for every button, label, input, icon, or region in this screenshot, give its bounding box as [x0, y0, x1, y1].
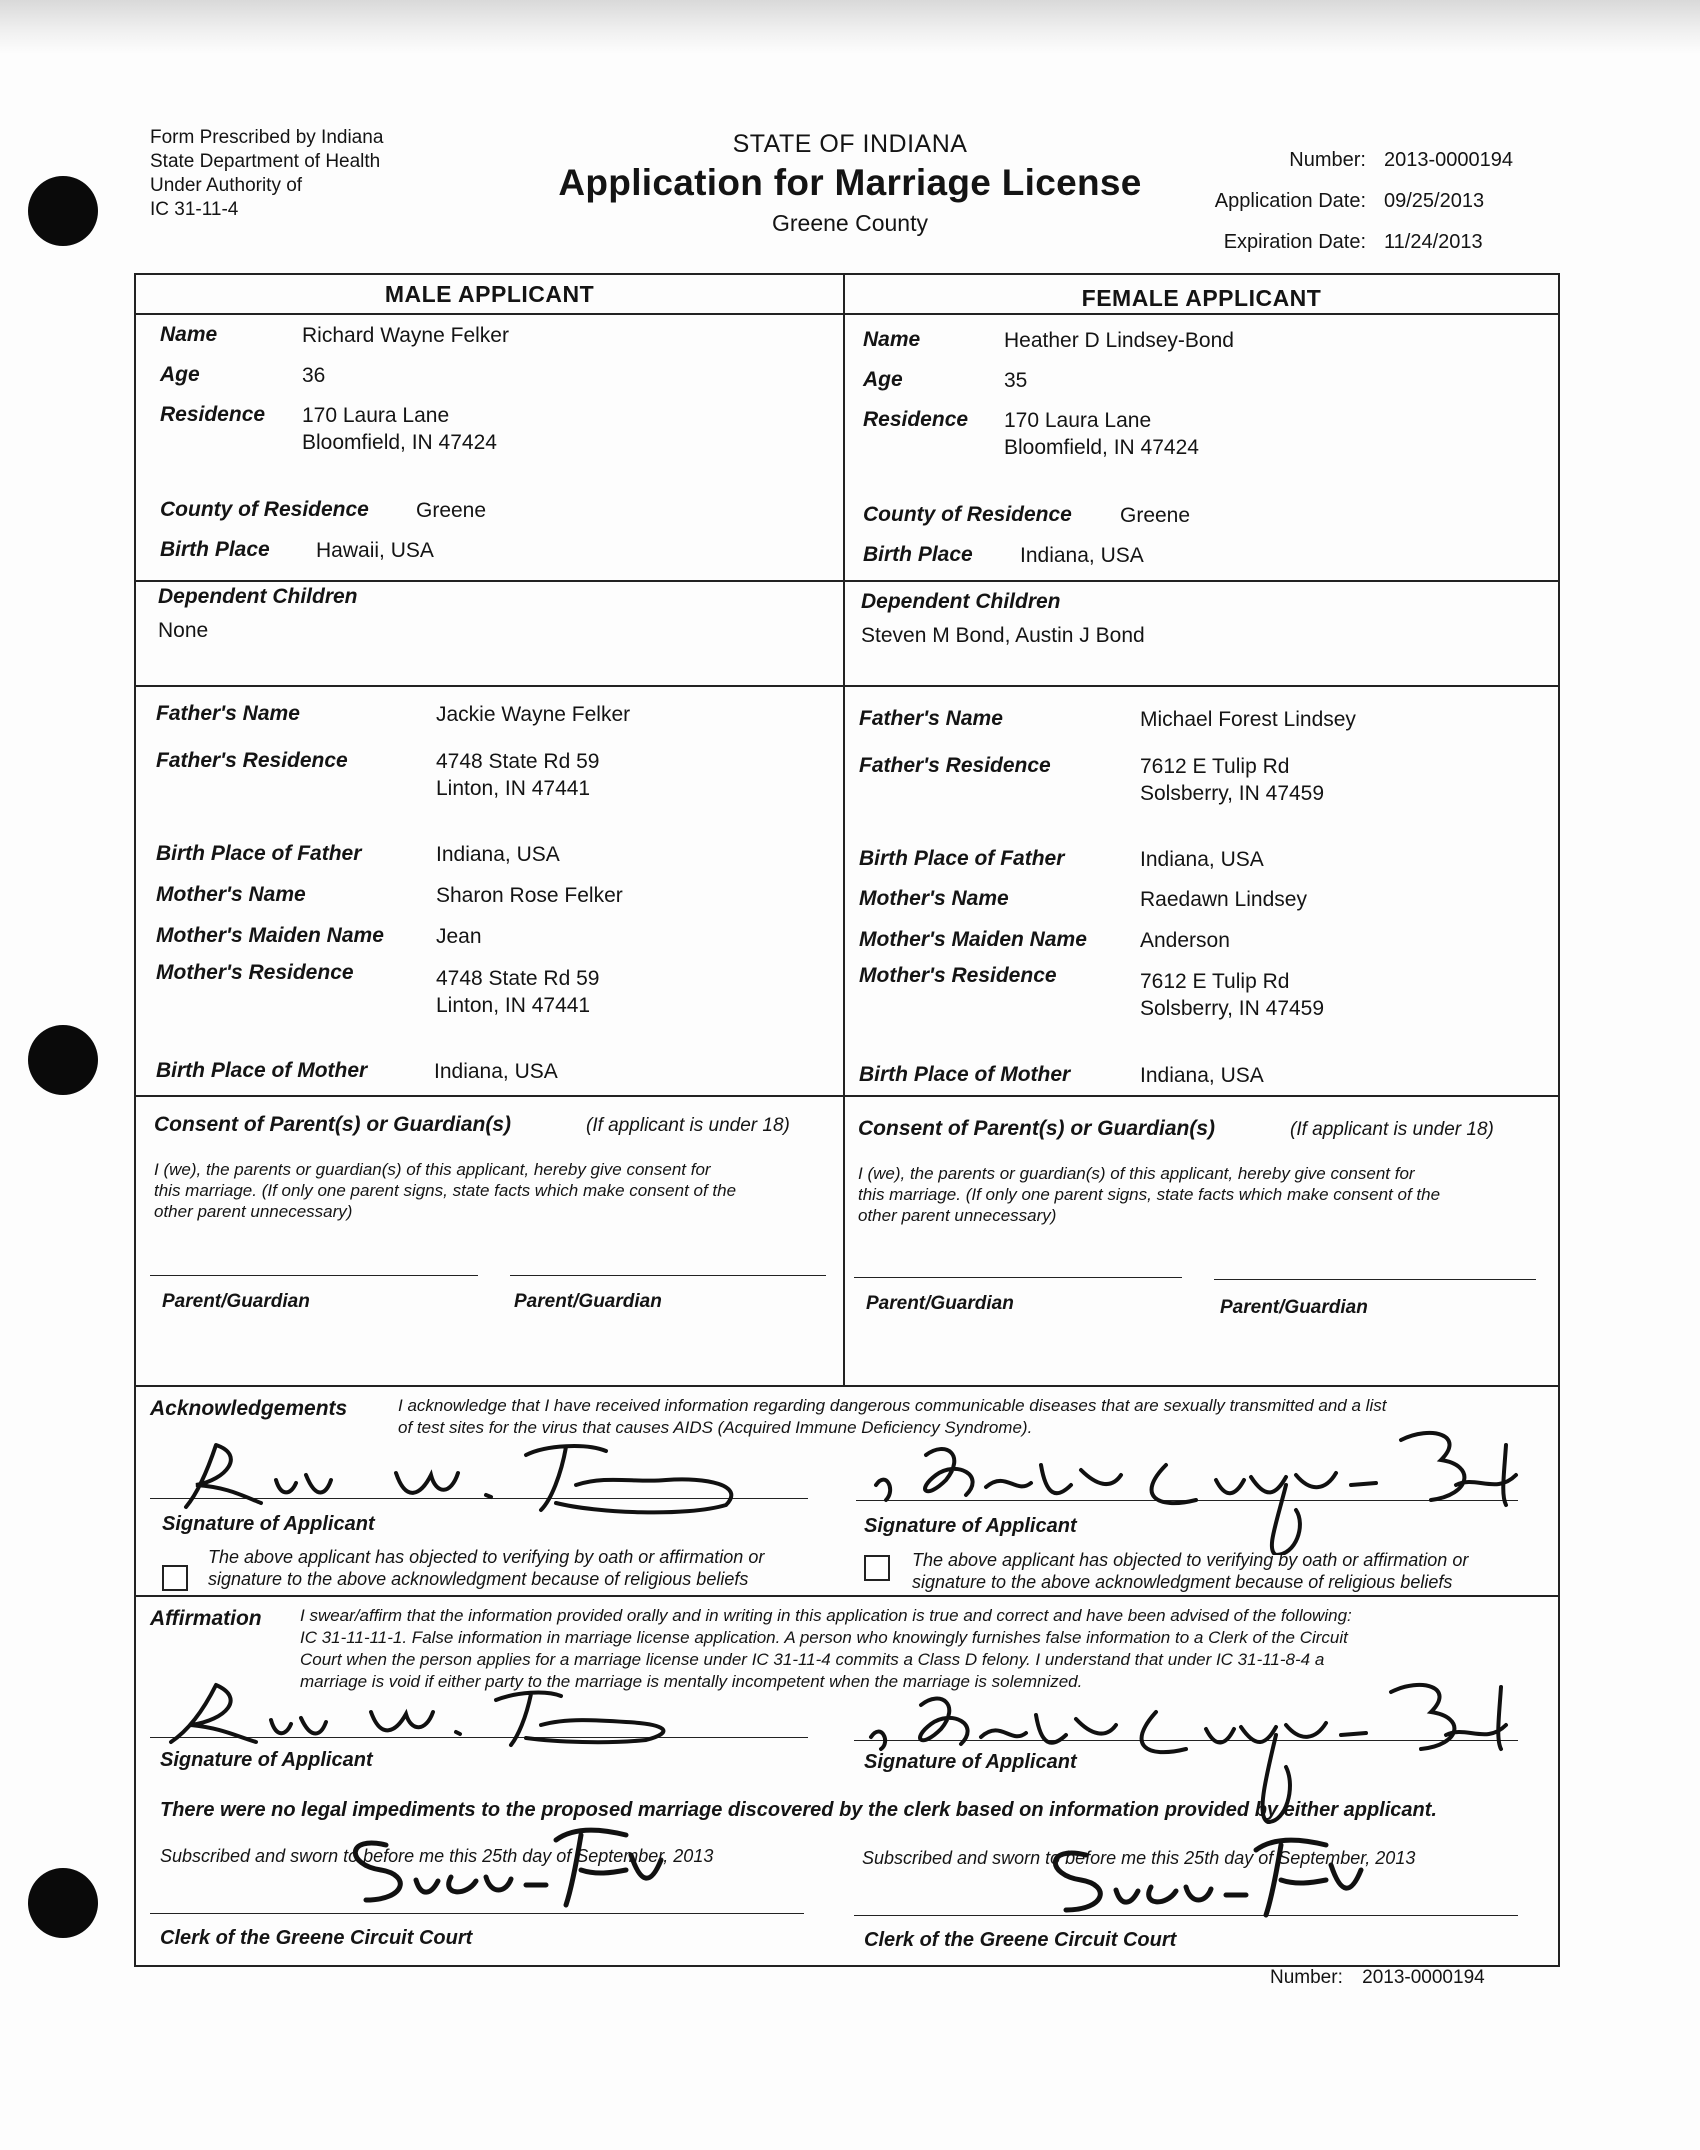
acknowledgements-text-line: I acknowledge that I have received information regarding dangerous communicable diseases that are sexually transmitted and a list	[398, 1396, 1387, 1415]
male-residence-line2: Bloomfield, IN 47424	[302, 431, 497, 454]
female-residence-line1: 170 Laura Lane	[1004, 409, 1152, 432]
consent-title: Consent of Parent(s) or Guardian(s)	[858, 1117, 1216, 1140]
objection-text-line: signature to the above acknowledgment because of religious beliefs	[912, 1572, 1453, 1592]
clerk-signature	[326, 1815, 666, 1915]
county-heading: Greene County	[772, 210, 928, 236]
name-label: Name	[863, 328, 921, 351]
female-applicant-heading: FEMALE APPLICANT	[1081, 285, 1322, 311]
footer-number-value: 2013-0000194	[1362, 1967, 1485, 1988]
objection-text-line: signature to the above acknowledgment because of religious beliefs	[208, 1569, 749, 1589]
affirmation-text-line: IC 31-11-11-1. False information in marriage license application. A person who knowingly furnishes false information to a Clerk of the Circuit	[300, 1628, 1348, 1647]
female-birth-place: Indiana, USA	[1020, 544, 1144, 567]
parent-guardian-signature-line	[150, 1275, 478, 1276]
signature-of-applicant-label: Signature of Applicant	[864, 1751, 1077, 1773]
male-birth-place-of-mother: Indiana, USA	[434, 1060, 558, 1083]
affirmation-text-line: Court when the person applies for a marriage license under IC 31-11-4 commits a Class D felony. I understand that under IC 31-11-8-4 a	[300, 1650, 1325, 1669]
section-divider	[136, 685, 1558, 687]
footer-number	[1270, 1967, 1485, 1989]
footer-number-label: Number:	[1270, 1967, 1343, 1988]
consent-title: Consent of Parent(s) or Guardian(s)	[154, 1113, 512, 1136]
prescribed-line: Under Authority of	[150, 175, 303, 196]
birth-place-of-mother-label: Birth Place of Mother	[156, 1059, 368, 1082]
consent-text-line: I (we), the parents or guardian(s) of this applicant, hereby give consent for	[858, 1164, 1415, 1183]
fathers-residence-label: Father's Residence	[859, 754, 1051, 777]
male-mothers-maiden-name: Jean	[436, 925, 482, 948]
prescribed-by-block	[150, 126, 383, 222]
parent-guardian-signature-line	[854, 1277, 1182, 1278]
male-applicant-signature	[166, 1425, 766, 1515]
female-name: Heather D Lindsey-Bond	[1004, 329, 1234, 352]
parent-guardian-label: Parent/Guardian	[866, 1293, 1014, 1314]
prescribed-line: State Department of Health	[150, 151, 381, 172]
consent-text-line: I (we), the parents or guardian(s) of this applicant, hereby give consent for	[154, 1160, 711, 1179]
consent-text-line: other parent unnecessary)	[154, 1202, 353, 1221]
mothers-name-label: Mother's Name	[156, 883, 306, 906]
male-county-of-residence: Greene	[416, 499, 487, 522]
mothers-residence-label: Mother's Residence	[859, 964, 1057, 987]
age-label: Age	[863, 368, 903, 391]
scan-edge-shading	[0, 0, 1700, 54]
female-mothers-name: Raedawn Lindsey	[1140, 888, 1307, 911]
affirmation-text-line: I swear/affirm that the information provided orally and in writing in this application is true and correct and have been advised of the following:	[300, 1606, 1352, 1625]
fathers-name-label: Father's Name	[156, 702, 300, 725]
clerk-label: Clerk of the Greene Circuit Court	[864, 1929, 1177, 1951]
application-form	[134, 273, 1560, 1967]
female-fathers-residence-line2: Solsberry, IN 47459	[1140, 782, 1325, 805]
male-age: 36	[302, 364, 326, 387]
application-date: 09/25/2013	[1384, 190, 1485, 212]
section-divider	[136, 1595, 1558, 1597]
male-applicant-heading: MALE APPLICANT	[384, 281, 595, 307]
punch-hole-icon	[28, 176, 98, 246]
male-mothers-name: Sharon Rose Felker	[436, 884, 623, 907]
female-mothers-residence-line2: Solsberry, IN 47459	[1140, 997, 1325, 1020]
female-sworn-statement: Subscribed and sworn to before me this 25th day of September, 2013	[862, 1848, 1416, 1868]
female-birth-place-of-father: Indiana, USA	[1140, 848, 1264, 871]
male-name: Richard Wayne Felker	[302, 324, 509, 347]
male-sworn-statement: Subscribed and sworn to before me this 25th day of September, 2013	[160, 1846, 714, 1866]
application-meta	[1150, 140, 1513, 263]
female-applicant-signature	[856, 1415, 1536, 1555]
religious-objection-checkbox[interactable]	[864, 1555, 890, 1581]
document-title: Application for Marriage License	[558, 162, 1142, 203]
residence-label: Residence	[160, 403, 266, 426]
parent-guardian-label: Parent/Guardian	[514, 1291, 662, 1312]
consent-text-line: other parent unnecessary)	[858, 1206, 1057, 1225]
parent-guardian-signature-line	[1214, 1279, 1536, 1280]
consent-note: (If applicant is under 18)	[1290, 1119, 1494, 1140]
male-mothers-residence-line2: Linton, IN 47441	[436, 994, 591, 1017]
punch-hole-icon	[28, 1025, 98, 1095]
affirmation-text-line: marriage is void if either party to the marriage is mentally incompetent when the marriage is solemnized.	[300, 1672, 1083, 1691]
no-impediments-statement: There were no legal impediments to the proposed marriage discovered by the clerk based on information provided by either applicant.	[160, 1799, 1437, 1821]
female-birth-place-of-mother: Indiana, USA	[1140, 1064, 1264, 1087]
county-of-residence-label: County of Residence	[863, 503, 1072, 526]
male-fathers-residence-line2: Linton, IN 47441	[436, 777, 591, 800]
parent-guardian-label: Parent/Guardian	[1220, 1297, 1368, 1318]
state-heading: STATE OF INDIANA	[732, 130, 968, 158]
section-divider	[136, 1385, 1558, 1387]
prescribed-line: IC 31-11-4	[150, 199, 239, 220]
birth-place-of-mother-label: Birth Place of Mother	[859, 1063, 1071, 1086]
expiration-date: 11/24/2013	[1384, 231, 1483, 253]
birth-place-of-father-label: Birth Place of Father	[859, 847, 1065, 870]
expiration-date-label: Expiration Date:	[1223, 231, 1366, 253]
affirmation-title: Affirmation	[150, 1607, 262, 1630]
header-divider	[136, 313, 1558, 315]
acknowledgements-title: Acknowledgements	[150, 1397, 348, 1420]
fathers-name-label: Father's Name	[859, 707, 1003, 730]
residence-label: Residence	[863, 408, 969, 431]
county-of-residence-label: County of Residence	[160, 498, 369, 521]
female-applicant-affirmation-signature	[856, 1667, 1536, 1827]
birth-place-label: Birth Place	[863, 543, 973, 566]
punch-hole-icon	[28, 1868, 98, 1938]
consent-text-line: this marriage. (If only one parent signs, state facts which make consent of the	[154, 1181, 737, 1200]
clerk-label: Clerk of the Greene Circuit Court	[160, 1927, 473, 1949]
mothers-name-label: Mother's Name	[859, 887, 1009, 910]
name-label: Name	[160, 323, 218, 346]
male-dependent-children: None	[158, 619, 209, 642]
dependent-children-label: Dependent Children	[861, 590, 1061, 613]
male-birth-place-of-father: Indiana, USA	[436, 843, 560, 866]
female-mothers-maiden-name: Anderson	[1140, 929, 1230, 952]
clerk-signature	[1026, 1820, 1366, 1920]
signature-of-applicant-label: Signature of Applicant	[160, 1749, 373, 1771]
age-label: Age	[160, 363, 200, 386]
acknowledgements-text-line: of test sites for the virus that causes AIDS (Acquired Immune Deficiency Syndrome).	[398, 1418, 1033, 1437]
signature-of-applicant-label: Signature of Applicant	[864, 1515, 1077, 1537]
birth-place-of-father-label: Birth Place of Father	[156, 842, 362, 865]
religious-objection-checkbox[interactable]	[162, 1565, 188, 1591]
objection-text-line: The above applicant has objected to verifying by oath or affirmation or	[208, 1547, 765, 1567]
female-dependent-children: Steven M Bond, Austin J Bond	[861, 624, 1145, 647]
signature-of-applicant-label: Signature of Applicant	[162, 1513, 375, 1535]
female-age: 35	[1004, 369, 1028, 392]
female-mothers-residence-line1: 7612 E Tulip Rd	[1140, 970, 1290, 993]
female-fathers-name: Michael Forest Lindsey	[1140, 708, 1356, 731]
number-label: Number:	[1289, 149, 1366, 171]
male-applicant-affirmation-signature	[146, 1670, 706, 1750]
fathers-residence-label: Father's Residence	[156, 749, 348, 772]
prescribed-line: Form Prescribed by Indiana	[150, 127, 384, 148]
application-date-label: Application Date:	[1214, 190, 1366, 212]
female-fathers-residence-line1: 7612 E Tulip Rd	[1140, 755, 1290, 778]
male-fathers-residence-line1: 4748 State Rd 59	[436, 750, 600, 773]
center-divider	[843, 275, 845, 1385]
dependent-children-label: Dependent Children	[158, 585, 358, 608]
male-birth-place: Hawaii, USA	[316, 539, 434, 562]
section-divider	[136, 1095, 1558, 1097]
mothers-maiden-name-label: Mother's Maiden Name	[156, 924, 384, 947]
consent-note: (If applicant is under 18)	[586, 1115, 790, 1136]
male-fathers-name: Jackie Wayne Felker	[436, 703, 631, 726]
mothers-residence-label: Mother's Residence	[156, 961, 354, 984]
application-number: 2013-0000194	[1384, 149, 1514, 171]
consent-text-line: this marriage. (If only one parent signs, state facts which make consent of the	[858, 1185, 1441, 1204]
parent-guardian-signature-line	[510, 1275, 826, 1276]
parent-guardian-label: Parent/Guardian	[162, 1291, 310, 1312]
section-divider	[136, 580, 1558, 582]
objection-text-line: The above applicant has objected to verifying by oath or affirmation or	[912, 1550, 1469, 1570]
female-county-of-residence: Greene	[1120, 504, 1191, 527]
male-residence-line1: 170 Laura Lane	[302, 404, 450, 427]
female-residence-line2: Bloomfield, IN 47424	[1004, 436, 1199, 459]
birth-place-label: Birth Place	[160, 538, 270, 561]
mothers-maiden-name-label: Mother's Maiden Name	[859, 928, 1087, 951]
male-mothers-residence-line1: 4748 State Rd 59	[436, 967, 600, 990]
